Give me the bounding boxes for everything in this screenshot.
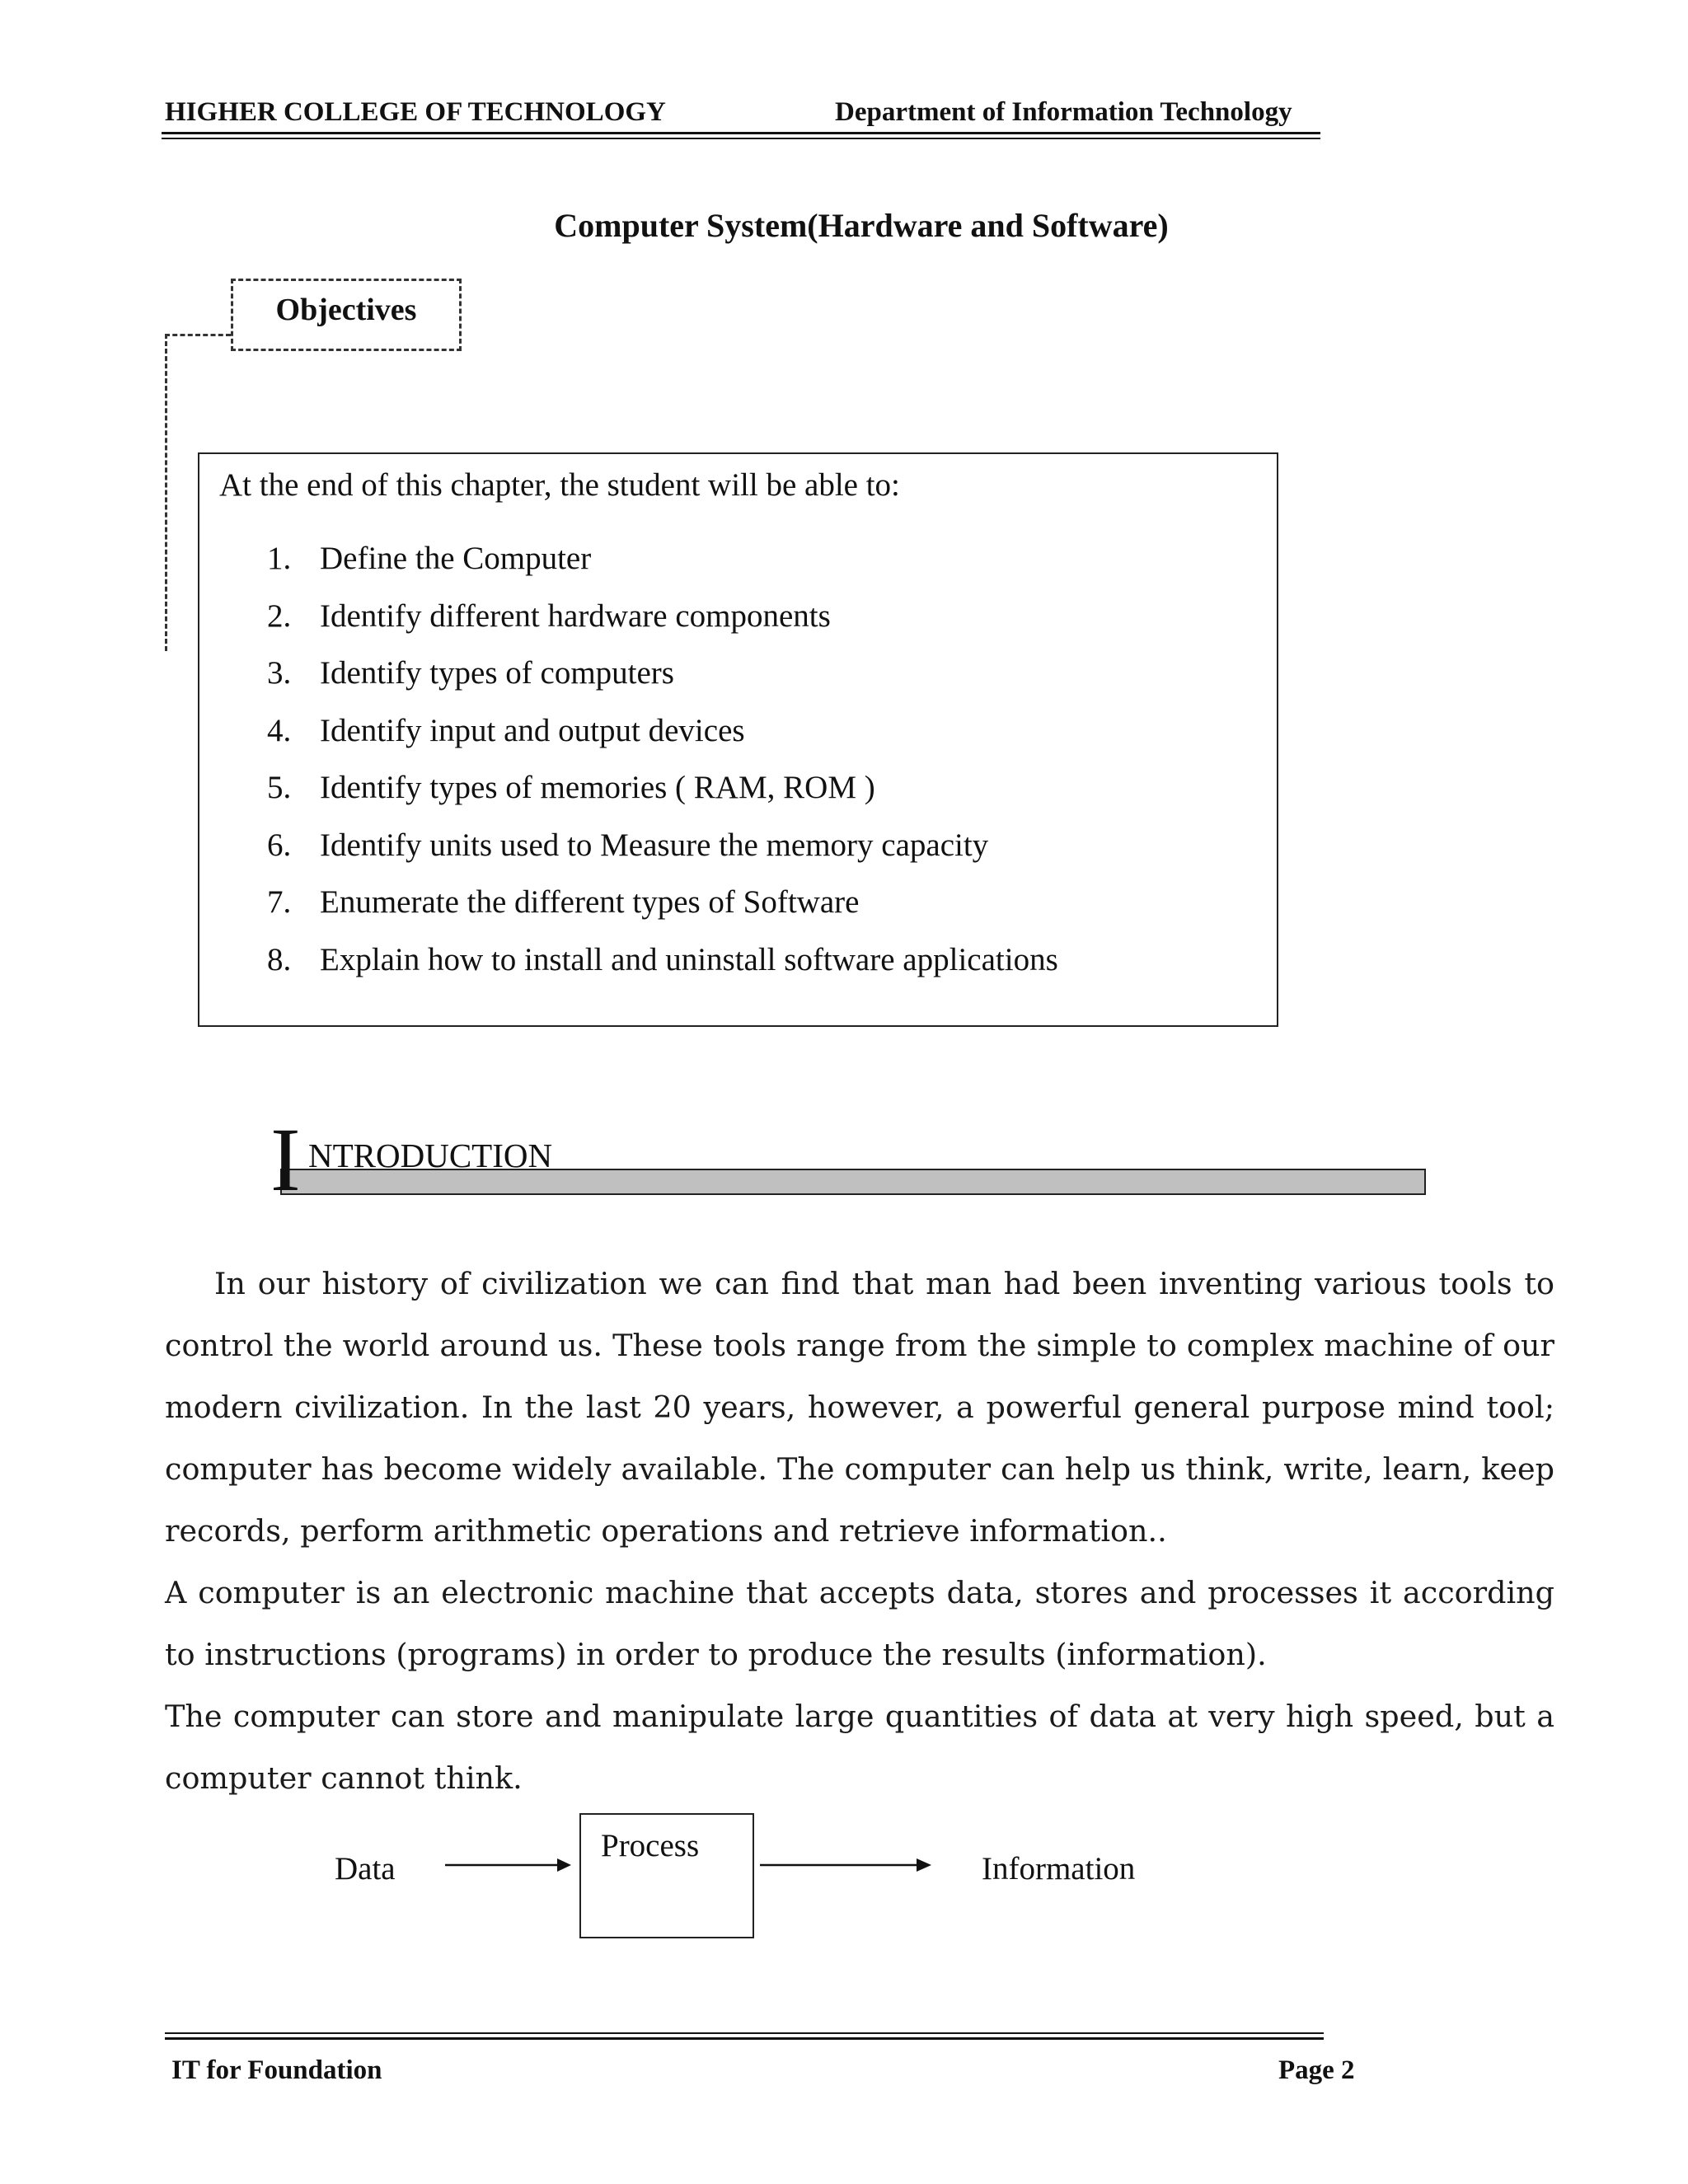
diagram-input-label: Data	[335, 1851, 396, 1886]
list-item	[267, 598, 1058, 655]
list-item-number: 4.	[267, 712, 292, 748]
arrow-process-to-information	[760, 1858, 931, 1872]
objectives-intro: At the end of this chapter, the student will be able to:	[219, 467, 900, 503]
list-item-number: 2.	[267, 598, 292, 634]
list-item-text: Identify input and output devices	[320, 712, 745, 748]
diagram-process-label: Process	[601, 1828, 700, 1863]
header-institution: HIGHER COLLEGE OF TECHNOLOGY	[165, 97, 666, 127]
paragraph: A computer is an electronic machine that accepts data, stores and processes it according to instructions (programs) in order to produce the results (information).	[165, 1575, 1554, 1672]
list-item	[267, 540, 1058, 598]
objectives-list	[267, 540, 1058, 998]
body-text	[165, 1253, 1554, 1809]
paragraph: In our history of civilization we can find that man had been inventing various tools to control the world around us. These tools range from the simple to complex machine of our modern civilization. In the last 20 years, however, a powerful general purpose mind tool; computer has become widely available. The computer can help us think, write, learn, keep records, perform arithmetic operations and retrieve information..	[165, 1266, 1554, 1549]
page-title: Computer System(Hardware and Software)	[554, 207, 1169, 244]
header-rule	[162, 138, 1320, 139]
objectives-connector	[165, 334, 231, 336]
list-item-number: 1.	[267, 541, 292, 576]
header-rule	[162, 132, 1320, 134]
arrow-data-to-process	[445, 1858, 571, 1872]
list-item	[267, 769, 1058, 827]
header-department: Department of Information Technology	[835, 97, 1292, 127]
list-item-text: Define the Computer	[320, 541, 592, 576]
list-item-text: Identify types of computers	[320, 655, 674, 691]
section-heading: NTRODUCTION	[308, 1137, 553, 1174]
list-item	[267, 941, 1058, 999]
footer-rule	[165, 2032, 1324, 2034]
footer-page-number: Page 2	[1278, 2055, 1355, 2085]
list-item-text: Explain how to install and uninstall software applications	[320, 941, 1058, 977]
section-heading-initial: I	[270, 1109, 301, 1210]
footer-course: IT for Foundation	[171, 2055, 382, 2085]
objectives-label: Objectives	[275, 293, 417, 327]
paragraph: The computer can store and manipulate large quantities of data at very high speed, but a computer cannot think.	[165, 1699, 1554, 1796]
list-item-number: 5.	[267, 770, 292, 805]
list-item-number: 3.	[267, 655, 292, 691]
list-item-text: Identify different hardware components	[320, 598, 831, 634]
objectives-connector	[165, 334, 167, 651]
footer-rule	[165, 2037, 1324, 2040]
list-item-text: Enumerate the different types of Software	[320, 884, 860, 920]
list-item-text: Identify types of memories ( RAM, ROM )	[320, 770, 875, 805]
list-item-text: Identify units used to Measure the memory capacity	[320, 827, 989, 863]
list-item	[267, 883, 1058, 941]
list-item	[267, 654, 1058, 712]
list-item	[267, 827, 1058, 884]
diagram-output-label: Information	[982, 1851, 1136, 1886]
list-item-number: 8.	[267, 941, 292, 977]
list-item	[267, 712, 1058, 770]
list-item-number: 7.	[267, 884, 292, 920]
list-item-number: 6.	[267, 827, 292, 863]
